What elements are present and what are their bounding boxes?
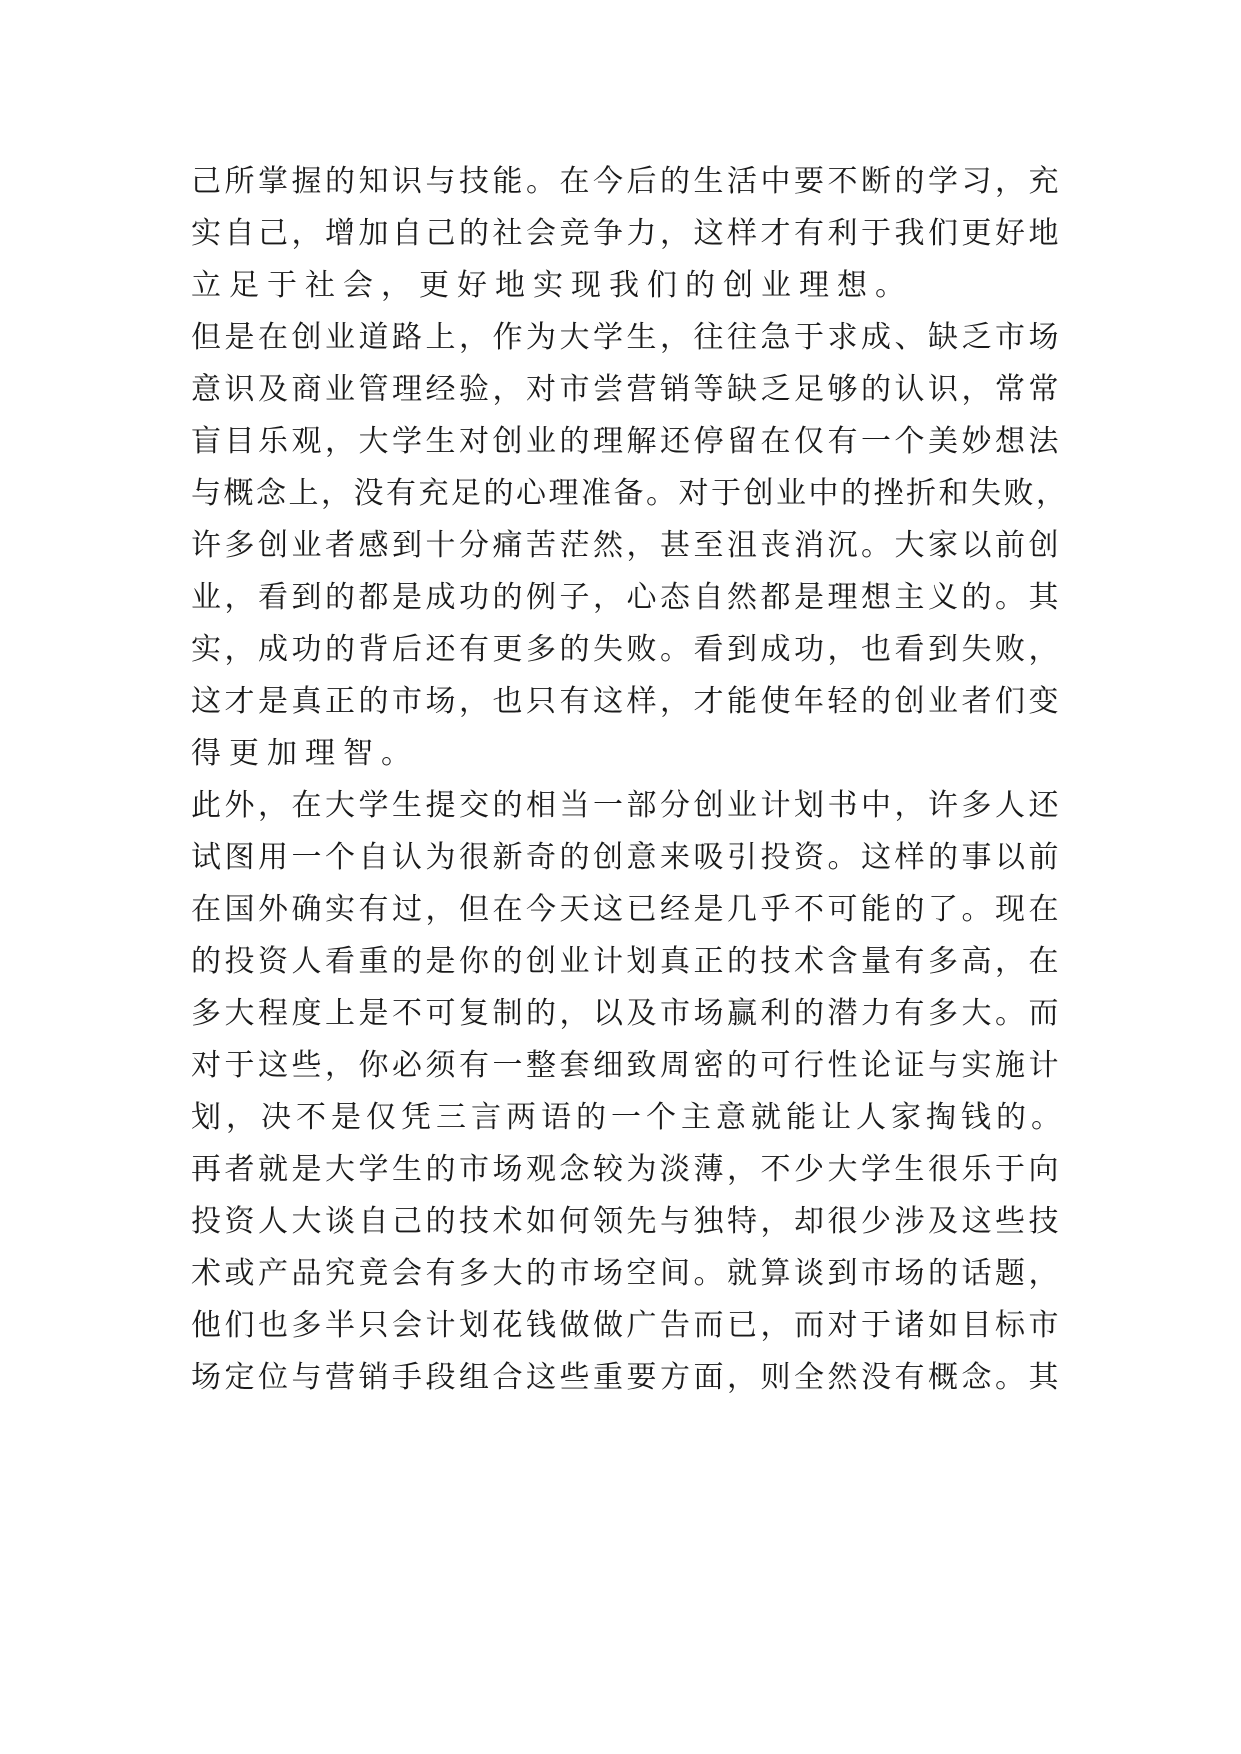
text-line: 此外，在大学生提交的相当一部分创业计划书中，许多人还 (191, 788, 1062, 823)
text-line: 业，看到的都是成功的例子，心态自然都是理想主义的。其 (191, 580, 1062, 615)
text-line: 得更加理智。 (191, 736, 419, 771)
text-line: 在国外确实有过，但在今天这已经是几乎不可能的了。现在 (191, 892, 1062, 927)
text-line: 这才是真正的市场，也只有这样，才能使年轻的创业者们变 (191, 684, 1062, 719)
text-line: 己所掌握的知识与技能。在今后的生活中要不断的学习，充 (191, 164, 1062, 199)
text-line: 试图用一个自认为很新奇的创意来吸引投资。这样的事以前 (191, 840, 1062, 875)
text-line: 术或产品究竟会有多大的市场空间。就算谈到市场的话题， (191, 1256, 1062, 1291)
body-text (191, 156, 1071, 1404)
text-line: 实，成功的背后还有更多的失败。看到成功，也看到失败， (191, 632, 1062, 667)
text-line: 的投资人看重的是你的创业计划真正的技术含量有多高，在 (191, 944, 1062, 979)
text-line: 多大程度上是不可复制的，以及市场赢利的潜力有多大。而 (191, 996, 1062, 1031)
text-line: 他们也多半只会计划花钱做做广告而已，而对于诸如目标市 (191, 1308, 1062, 1343)
text-line: 实自己，增加自己的社会竞争力，这样才有利于我们更好地 (191, 216, 1062, 251)
text-line: 对于这些，你必须有一整套细致周密的可行性论证与实施计 (191, 1048, 1062, 1083)
text-line: 意识及商业管理经验，对市尝营销等缺乏足够的认识，常常 (191, 372, 1062, 407)
text-line: 场定位与营销手段组合这些重要方面，则全然没有概念。其 (191, 1360, 1062, 1395)
text-line: 再者就是大学生的市场观念较为淡薄，不少大学生很乐于向 (191, 1152, 1062, 1187)
text-line: 盲目乐观，大学生对创业的理解还停留在仅有一个美妙想法 (191, 424, 1062, 459)
text-line: 许多创业者感到十分痛苦茫然，甚至沮丧消沉。大家以前创 (191, 528, 1062, 563)
text-line: 但是在创业道路上，作为大学生，往往急于求成、缺乏市场 (191, 320, 1062, 355)
text-line: 立足于社会，更好地实现我们的创业理想。 (191, 268, 913, 303)
text-line: 划，决不是仅凭三言两语的一个主意就能让人家掏钱的。 (191, 1100, 1066, 1135)
text-line: 与概念上，没有充足的心理准备。对于创业中的挫折和失败， (191, 476, 1069, 511)
text-line: 投资人大谈自己的技术如何领先与独特，却很少涉及这些技 (191, 1204, 1062, 1239)
